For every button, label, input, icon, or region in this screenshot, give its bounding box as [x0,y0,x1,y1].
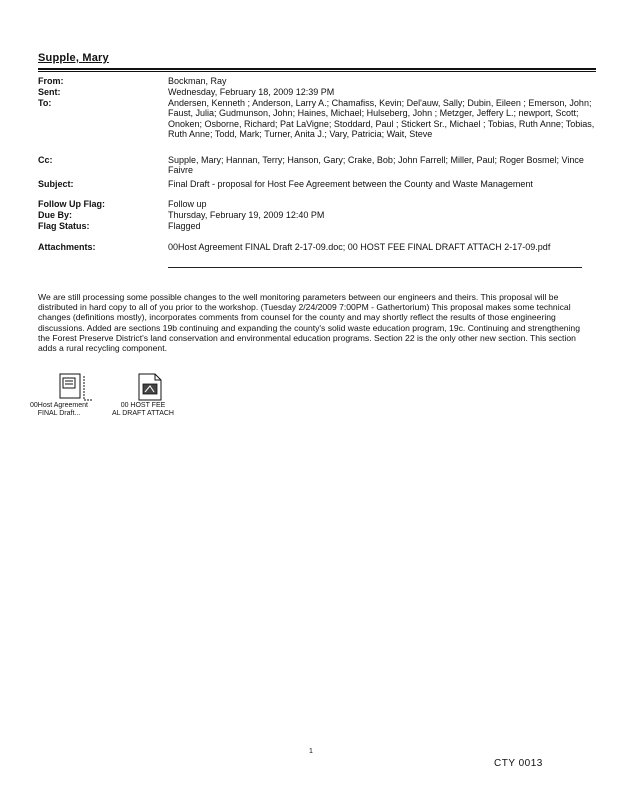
header-rule-thin [38,71,596,72]
follow-up-flag-value: Follow up [168,199,207,209]
attachments-value[interactable]: 00Host Agreement FINAL Draft 2-17-09.doc; 00 HOST FEE FINAL DRAFT ATTACH 2-17-09.pdf [168,242,551,252]
subject-label: Subject: [38,179,74,189]
due-by-value: Thursday, February 19, 2009 12:40 PM [168,210,325,220]
from-label: From: [38,76,64,86]
cc-value: Supple, Mary; Hannan, Terry; Hanson, Gary; Crake, Bob; John Farrell; Miller, Paul; Roger Bosmel; Vince Faivre [168,155,584,176]
cc-label: Cc: [38,155,53,165]
pdf-attachment-label-line2: AL DRAFT ATTACH [112,410,174,417]
to-value: Andersen, Kenneth ; Anderson, Larry A.; Chamafiss, Kevin; Del'auw, Sally; Dubin, Eileen ; Emerson, John; Faust, Julia; Gudmunson, John; Haines, Michael; Hulseberg, John ; Metzger, Jeffery L.; newport, Scott; Onoken; Osborne, Richard; Pat LaVigne; Stoddard, Paul ; Stickert Sr., Michael ; Tobias, Ruth Anne; Tobias, Ruth Anne; Todd, Mark; Turner, Anita J.; Vary, Patricia; Wait, Steve [168,98,595,139]
flag-status-label: Flag Status: [38,221,90,231]
page-number: 1 [309,748,313,755]
attachments-label: Attachments: [38,242,96,252]
sent-label: Sent: [38,87,61,97]
header-end-rule [168,267,582,268]
flag-status-value: Flagged [168,221,201,231]
due-by-label: Due By: [38,210,73,220]
to-label: To: [38,98,52,108]
sent-value: Wednesday, February 18, 2009 12:39 PM [168,87,335,97]
word-attachment-label-line1: 00Host Agreement [30,402,88,409]
email-body: We are still processing some possible changes to the well monitoring parameters between our engineers and theirs. This proposal will be distributed in hard copy to all of you prior to the workshop. (Tuesday 2/24/2009 7:00PM - Gathertorium) This proposal makes some technical changes (definitions mostly), incorporates comments from counsel for the county and may shortly reflect the results of those engineering discussions. Added are sections 19b continuing and expanding the county's solid waste education program, 19c. Continuing and strengthening the Forest Preserve District's land conservation and environmental education programs. Section 22 is the only other new section. This section adds a rural recycling component. [38,292,580,354]
word-attachment-label-line2: FINAL Draft... [37,410,81,417]
from-value: Bockman, Ray [168,76,227,86]
word-attachment-label[interactable] [30,402,88,418]
mailbox-owner-name: Supple, Mary [38,52,109,64]
pdf-attachment-label[interactable] [112,402,174,418]
pdf-attachment-label-line1: 00 HOST FEE [120,402,166,409]
subject-value: Final Draft - proposal for Host Fee Agreement between the County and Waste Management [168,179,533,189]
header-rule-thick [38,68,596,70]
follow-up-flag-label: Follow Up Flag: [38,199,105,209]
bates-number: CTY 0013 [494,758,543,769]
